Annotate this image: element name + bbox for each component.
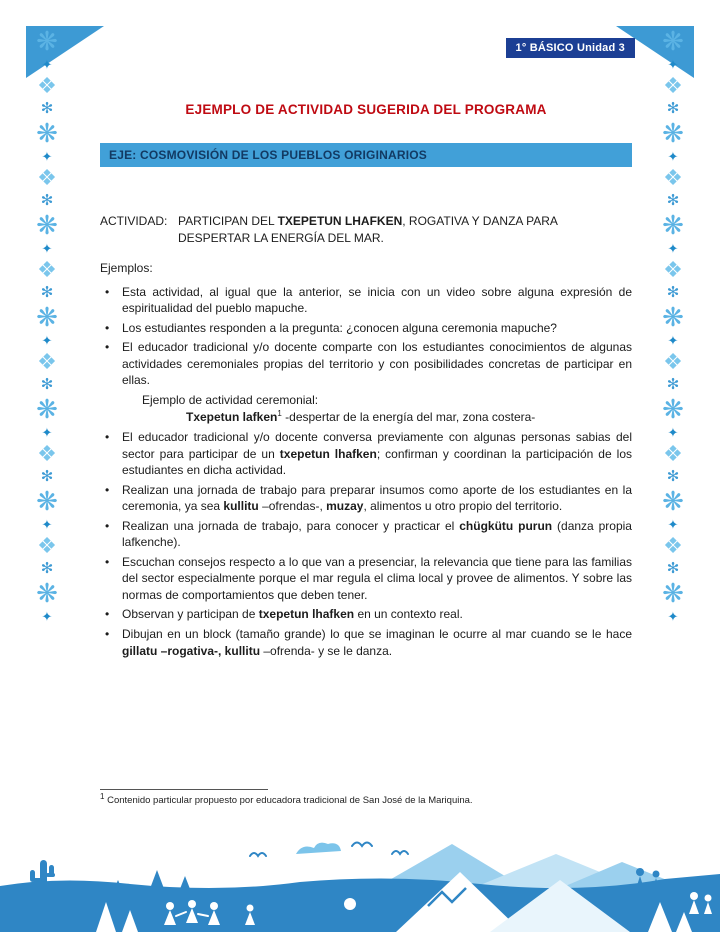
border-motif-icon: ✦ [41,425,53,440]
footnote-text [100,791,600,806]
border-motif-icon: ❋ [36,118,58,148]
list-item [100,518,632,551]
text-segment: ; confirman y coordinan la participación de los estudiantes en dicha actividad. [122,446,632,478]
actividad-label: ACTIVIDAD: [100,214,168,228]
border-motif-icon: ✻ [666,192,680,209]
border-motif-icon: ✦ [667,241,679,256]
border-motif-icon: ❖ [37,73,57,98]
actividad-block [100,213,632,247]
border-motif-icon: ❖ [663,73,683,98]
border-motif-icon: ❋ [662,118,684,148]
border-motif-icon: ✦ [667,517,679,532]
border-motif-icon: ✦ [41,517,53,532]
border-motif-icon: ❖ [663,349,683,374]
text-segment: El educador tradicional y/o docente conversa previamente con algunas personas sabias del sector para participar de un [122,429,632,461]
text-segment: -despertar de la energía del mar, zona costera- [281,410,536,425]
decorative-border-left [24,26,70,832]
text-segment: txepetun lhafken [258,607,355,622]
text-segment: muzay [326,499,364,514]
ejemplos-label: Ejemplos: [100,260,153,275]
footer-illustration [0,832,720,932]
text-segment: gillatu –rogativa-, kullitu [122,643,261,658]
list-item [100,284,632,317]
text-segment: kullitu [223,499,259,514]
border-motif-icon: ❋ [662,578,684,608]
border-motif-icon: ✦ [41,57,53,72]
border-motif-icon: ✻ [666,468,680,485]
text-segment: txepetun lhafken [279,446,377,461]
border-motif-icon: ✻ [40,560,54,577]
text-segment: Dibujan en un block (tamaño grande) lo que se imaginan le ocurre al mar cuando se le hace [122,626,632,641]
border-motif-icon: ❋ [662,394,684,424]
border-motif-icon: ✦ [41,241,53,256]
border-motif-icon: ❖ [663,533,683,558]
text-segment: en un contexto real. [354,607,463,622]
text-segment: (danza propia lafkenche). [122,518,632,550]
text-segment: PARTICIPAN DEL [178,214,278,228]
text-segment: Escuchan consejos respecto a lo que van a presenciar, la relevancia que tiene para las familias del sector especialmente porque el mar regula el clima local y provee de alimentos. Y sobre las normas de comportamientos que deben tener. [122,554,632,602]
list-item [100,554,632,604]
list-item [100,339,632,389]
text-segment: Ejemplo de actividad ceremonial: [142,392,319,407]
text-segment: , ROGATIVA Y DANZA PARA DESPERTAR LA ENERGÍA DEL MAR. [178,214,558,245]
text-segment: Esta actividad, al igual que la anterior, se inicia con un video sobre alguna expresión de espiritualidad del pueblo mapuche. [122,284,632,316]
document-content [100,102,632,662]
border-motif-icon: ✦ [667,57,679,72]
border-motif-icon: ❋ [662,26,684,56]
border-motif-icon: ✦ [667,149,679,164]
border-motif-icon: ✻ [40,100,54,117]
text-segment: Contenido particular propuesto por educadora tradicional de San José de la Mariquina. [104,795,473,806]
text-segment: TXEPETUN LHAFKEN [277,214,403,228]
actividad-text [178,213,632,247]
list-item [100,392,632,409]
border-motif-icon: ✦ [41,609,53,624]
border-motif-icon: ❖ [37,165,57,190]
footnote-divider [100,789,268,790]
border-motif-icon: ✦ [41,333,53,348]
border-motif-icon: ✦ [667,609,679,624]
border-motif-icon: ✻ [666,100,680,117]
eje-banner: EJE: COSMOVISIÓN DE LOS PUEBLOS ORIGINARIOS [100,143,632,167]
border-motif-icon: ❋ [36,486,58,516]
border-motif-icon: ❖ [37,349,57,374]
border-motif-icon: ✻ [666,560,680,577]
text-segment: 1 [277,409,282,419]
list-item [100,429,632,479]
border-motif-icon: ❋ [662,486,684,516]
border-motif-icon: ❋ [662,210,684,240]
text-segment: –ofrendas-, [258,499,327,514]
text-segment: , alimentos u otro propio del territorio. [363,499,563,514]
border-motif-icon: ❖ [37,257,57,282]
text-segment: Realizan una jornada de trabajo para preparar insumos como aporte de los estudiantes en la ceremonia, ya sea [122,482,632,514]
border-motif-icon: ✻ [40,284,54,301]
cloud-icon [296,843,341,854]
border-motif-icon: ✦ [667,425,679,440]
list-item [100,409,632,426]
border-motif-icon: ❋ [36,302,58,332]
text-segment: El educador tradicional y/o docente comparte con los estudiantes conocimientos de algunas actividades ceremoniales propias del territorio y con posibilidades concretas de participar en ellas. [122,340,632,388]
text-segment: Observan y participan de [122,607,259,622]
text-segment: Txepetun lafken [186,410,278,425]
list-item [100,606,632,623]
page-title: EJEMPLO DE ACTIVIDAD SUGERIDA DEL PROGRAMA [185,102,547,117]
border-motif-icon: ❋ [36,26,58,56]
border-motif-icon: ✻ [666,284,680,301]
list-item [100,482,632,515]
border-motif-icon: ❖ [663,441,683,466]
border-motif-icon: ✻ [666,376,680,393]
list-item [100,320,632,337]
border-motif-icon: ✻ [40,192,54,209]
border-motif-icon: ❋ [36,210,58,240]
border-motif-icon: ❋ [36,578,58,608]
border-motif-icon: ❋ [662,302,684,332]
text-segment: Realizan una jornada de trabajo, para conocer y practicar el [122,518,460,533]
border-motif-icon: ❖ [37,441,57,466]
border-motif-icon: ✻ [40,468,54,485]
footnote-block [100,789,600,806]
text-segment: Los estudiantes responden a la pregunta: ¿conocen alguna ceremonia mapuche? [122,320,557,335]
list-item [100,626,632,659]
border-motif-icon: ✦ [41,149,53,164]
ejemplos-list [100,284,632,659]
text-segment: –ofrenda- y se le danza. [260,643,393,658]
moon-icon [344,898,356,910]
text-segment: chügkütu purun [459,518,553,533]
border-motif-icon: ❖ [663,257,683,282]
border-motif-icon: ✦ [667,333,679,348]
border-motif-icon: ✻ [40,376,54,393]
border-motif-icon: ❋ [36,394,58,424]
decorative-border-right [650,26,696,832]
border-motif-icon: ❖ [663,165,683,190]
border-motif-icon: ❖ [37,533,57,558]
unit-badge: 1° BÁSICO Unidad 3 [506,38,635,58]
text-segment: 1 [100,791,105,801]
